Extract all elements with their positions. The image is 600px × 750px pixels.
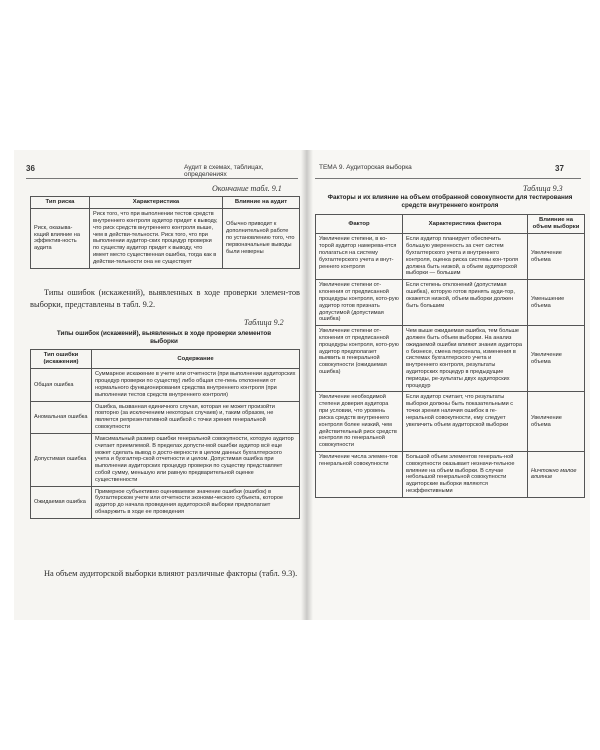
table-9-1 bbox=[30, 196, 300, 269]
table-9-1-characteristic: Риск того, что при выполнении тестов средств внутреннего контроля аудитор придет к выводу, что риск средств внутреннего контроля выше, чем в действи-тельности. Риск того, что при выполнении аудитор-ских процедур проверки по существу аудитор придет к выводу, что имеет место существенная ошибка, тогда как в действи-тельности она не существует bbox=[90, 209, 223, 269]
table-9-2-error-type: Общая ошибка bbox=[31, 369, 92, 401]
table-9-2-header: Тип ошибки (искажения) bbox=[31, 350, 92, 369]
table-9-3-header: Влияние на объем выборки bbox=[528, 215, 585, 234]
table-row bbox=[31, 401, 300, 433]
table-9-2-label: Таблица 9.2 bbox=[244, 318, 284, 327]
paragraph-intro-table-9-3: На объем аудиторской выборки влияют различные факторы (табл. 9.3). bbox=[44, 569, 298, 578]
table-row bbox=[316, 451, 585, 497]
table-9-3-factor: Увеличение степени, в ко-торой аудитор намерева-ется полагаться на систему бухгалтерского учета и внут-реннего контроля bbox=[316, 234, 403, 280]
table-9-1-header: Тип риска bbox=[31, 197, 90, 209]
table-9-2-header-row bbox=[31, 350, 300, 369]
table-9-1-continuation-label: Окончание табл. 9.1 bbox=[212, 184, 282, 193]
table-9-3-factor: Увеличение степени от-клонения от предписанной процедуры контроля, кото-рую аудитор предполагает выявить в генеральной совокупности (ожидаемая ошибка) bbox=[316, 326, 403, 392]
header-rule-right bbox=[315, 178, 581, 179]
table-row bbox=[316, 392, 585, 452]
table-9-1-influence: Обычно приводит к дополнительной работе по установлению того, что первоначальные выводы были неверны bbox=[223, 209, 300, 269]
table-9-2-content: Максимальный размер ошибки генеральной совокупности, которую аудитор считает приемлемой. В пределах допусти-мой ошибки аудитор всё еще может сделать вывод о досто-верности в целом данных бухгалтерского учета и бухгалтер-ской отчетности и целом. Допустимая ошибка при выполнении аудиторских процедур проверки по существу представляет собой сумму, меньшую или равную предварительной оценке существенности bbox=[92, 433, 300, 486]
table-9-2-content: Примерное субъективно оцениваемое значение ошибки (ошибок) в бухгалтерском учете или отчетности экономи-ческого субъекта, которое аудитор до начала проведения аудиторской выборки предполагает обнаружить в ходе ее проведения bbox=[92, 486, 300, 518]
table-9-3-characteristic: Если аудитор считает, что результаты выборки должны быть показательными с точки зрения наличия ошибок в ге-неральной совокупности, ему следует увеличить объем аудиторской выборки bbox=[403, 392, 528, 452]
table-9-1-header: Характеристика bbox=[90, 197, 223, 209]
table-9-3-title: Факторы и их влияние на объем отобранной совокупности для тестирования средств внутреннего контроля bbox=[327, 194, 573, 209]
table-9-1-header-row bbox=[31, 197, 300, 209]
page-number-right: 37 bbox=[555, 164, 564, 173]
table-9-3-factor: Увеличение числа элемен-тов генеральной совокупности bbox=[316, 451, 403, 497]
left-page bbox=[14, 150, 307, 620]
table-9-2-content: Ошибка, вызванная единичного случая, которая не может произойти повторно (за исключением некоторых случаев) и, таким образом, не является репрезентативной ошибкой с точки зрения генеральной совокупности bbox=[92, 401, 300, 433]
header-rule-left bbox=[26, 178, 298, 179]
table-9-3-influence: Увеличение объема bbox=[528, 326, 585, 392]
table-row bbox=[31, 486, 300, 518]
table-9-3-influence: Увеличение объема bbox=[528, 392, 585, 452]
table-9-1-header: Влияние на аудит bbox=[223, 197, 300, 209]
table-9-2-title: Типы ошибок (искажений), выявленных в ходе проверки элементов выборки bbox=[56, 330, 272, 345]
running-head-left: Аудит в схемах, таблицах, определениях bbox=[184, 164, 264, 178]
table-9-2-error-type: Допустимая ошибка bbox=[31, 433, 92, 486]
book-gutter-shadow bbox=[301, 150, 313, 620]
table-9-1-risk-type: Риск, оказыва-ющий влияние на эффектив-ность аудита bbox=[31, 209, 90, 269]
table-row bbox=[31, 209, 300, 269]
table-9-3-factor: Увеличение необходимой степени доверия аудитора при условии, что уровень риска средств внутреннего контроля более низкий, чем действительный риск средств контроля по генеральной совокупности bbox=[316, 392, 403, 452]
running-head-right: ТЕМА 9. Аудиторская выборка bbox=[319, 164, 412, 171]
right-page bbox=[307, 150, 590, 620]
table-9-3-characteristic: Чем выше ожидаемая ошибка, тем больше должен быть объем выборки. На анализ ожидаемой ошибки влияют знания аудитора о бизнесе, смена персонала, изменения в системах бухгалтерского учета и внутреннего контроля, результаты аудиторских процедур в предыдущие периоды, ре-зультаты двух аудиторских процедур bbox=[403, 326, 528, 392]
table-9-3 bbox=[315, 214, 585, 498]
table-9-3-characteristic: Большой объем элементов генераль-ной совокупности оказывает незначи-тельное влияние на объем выборки. В случае небольшой генеральной совокупности аудиторские выборки являются неэффективными bbox=[403, 451, 528, 497]
table-row bbox=[316, 280, 585, 326]
table-9-3-characteristic: Если степень отклонений (допустимая ошибка), которую готов принять ауди-тор, окажется низкой, объем выборки должен быть большим bbox=[403, 280, 528, 326]
table-9-3-influence: Увеличение объема bbox=[528, 234, 585, 280]
page-number-left: 36 bbox=[26, 164, 35, 173]
table-9-3-header: Фактор bbox=[316, 215, 403, 234]
table-9-2-header: Содержание bbox=[92, 350, 300, 369]
table-9-2-error-type: Ожидаемая ошибка bbox=[31, 486, 92, 518]
table-9-3-header: Характеристика фактора bbox=[403, 215, 528, 234]
table-9-3-influence: Уменьшение объема bbox=[528, 280, 585, 326]
table-9-2-error-type: Аномальная ошибка bbox=[31, 401, 92, 433]
table-row bbox=[31, 433, 300, 486]
table-9-3-header-row bbox=[316, 215, 585, 234]
table-row bbox=[316, 326, 585, 392]
table-9-3-label: Таблица 9.3 bbox=[523, 184, 563, 193]
table-9-2 bbox=[30, 349, 300, 519]
table-9-3-characteristic: Если аудитор планирует обеспечить большую уверенность за счет систем бухгалтерского учета и внутреннего контроля, оценка риска системы кон-троля должна быть низкой, а объем аудиторской выборки — большим bbox=[403, 234, 528, 280]
table-9-3-factor: Увеличение степени от-клонения от предписанной процедуры контроля, кото-рую аудитор готов признать допустимой (допустимая ошибка) bbox=[316, 280, 403, 326]
table-row bbox=[316, 234, 585, 280]
table-9-2-content: Суммарное искажение в учете или отчетности (при выполнении аудиторских процедур проверки по существу) либо общая сте-пень отклонения от нормального функционирования средства внутреннего контроля (при выполнении тестов средств внутреннего контроля) bbox=[92, 369, 300, 401]
book-spread bbox=[14, 150, 590, 620]
table-9-3-influence: Ничтожно малое влияние bbox=[528, 451, 585, 497]
paragraph-intro-table-9-2: Типы ошибок (искажений), выявленных в ходе проверки элемен-тов выборки, представлены в табл. 9.2. bbox=[30, 288, 300, 310]
table-row bbox=[31, 369, 300, 401]
